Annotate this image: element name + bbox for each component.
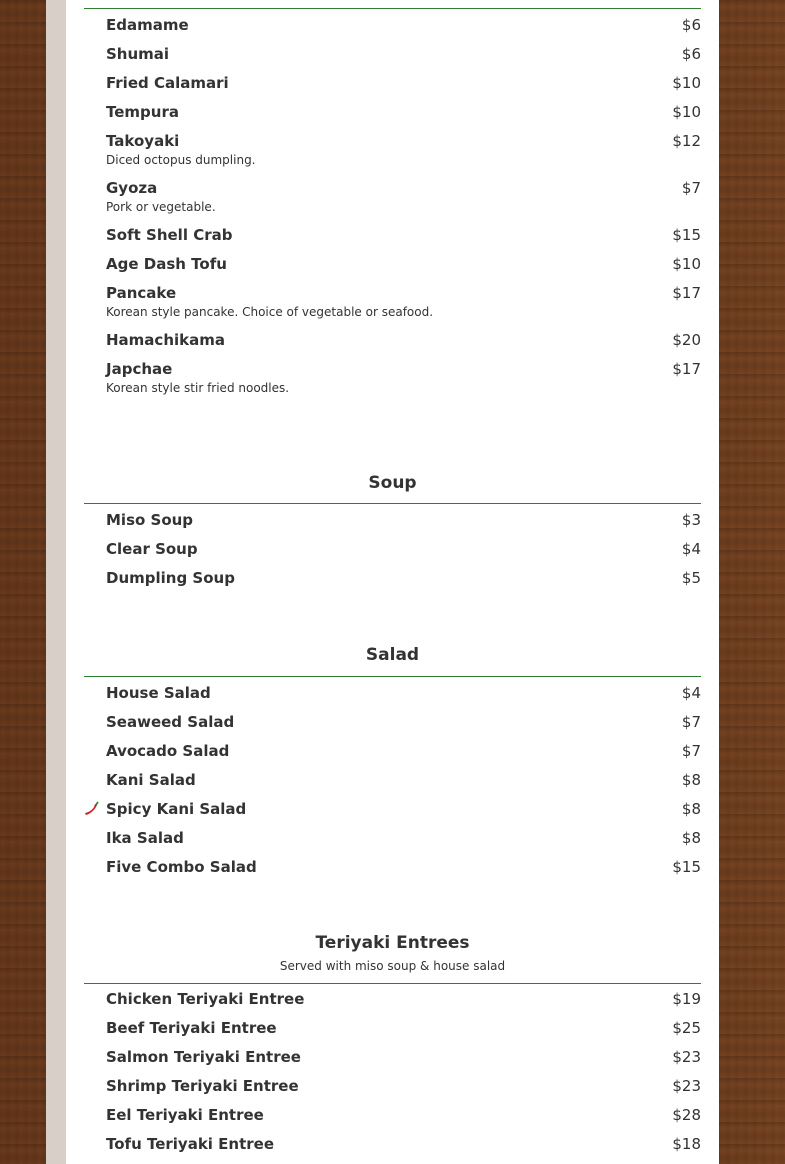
- menu-item-description: Korean style stir fried noodles.: [106, 381, 290, 395]
- menu-item: [84, 250, 701, 279]
- menu-item-row: [106, 564, 701, 593]
- menu-item-price: $15: [672, 858, 701, 876]
- menu-item: [84, 737, 701, 766]
- menu-item-price: $5: [681, 569, 701, 587]
- menu-item-price: $10: [672, 255, 701, 273]
- menu-item-row: [106, 326, 701, 355]
- menu-item-price: $18: [672, 1135, 701, 1153]
- menu-item-price: $4: [681, 540, 701, 558]
- menu-item-row: [106, 766, 701, 795]
- wood-background-left: [0, 0, 46, 1164]
- menu-item-price: $4: [681, 684, 701, 702]
- menu-item-row: [106, 1130, 701, 1159]
- menu-item: [84, 127, 701, 168]
- chili-pepper-icon: [84, 801, 100, 817]
- menu-item: [84, 355, 701, 396]
- menu-item-name: Shrimp Teriyaki Entree: [106, 1077, 299, 1095]
- menu-item-row: [106, 679, 701, 708]
- menu-item-price: $7: [681, 179, 701, 197]
- menu-item-name: Japchae: [106, 360, 173, 378]
- section-title: Soup: [368, 473, 417, 493]
- menu-item-name: Tempura: [106, 103, 179, 121]
- menu-item: [84, 1101, 701, 1130]
- menu-item-row: [106, 708, 701, 737]
- menu-item-name: Edamame: [106, 16, 189, 34]
- menu-item: [84, 1072, 701, 1101]
- menu-item-price: $25: [672, 1019, 701, 1037]
- menu-item-row: [106, 535, 701, 564]
- item-list: [84, 677, 701, 882]
- item-list: [84, 9, 701, 396]
- menu-item: [84, 985, 701, 1014]
- menu-item-price: $20: [672, 331, 701, 349]
- menu-item-description: Diced octopus dumpling.: [106, 153, 256, 167]
- menu-item-name: Kani Salad: [106, 771, 196, 789]
- section-teriyaki-entrees: [84, 930, 701, 1159]
- menu-item: [84, 564, 701, 593]
- section-appetizers: [84, 8, 701, 402]
- menu-item-name: Eel Teriyaki Entree: [106, 1106, 264, 1124]
- section-soup: [84, 470, 701, 593]
- menu-item: [84, 98, 701, 127]
- menu-item-price: $3: [681, 511, 701, 529]
- menu-item: [84, 506, 701, 535]
- menu-item-price: $15: [672, 226, 701, 244]
- menu-item-name: Dumpling Soup: [106, 569, 235, 587]
- menu-item-price: $23: [672, 1048, 701, 1066]
- menu-item-row: [106, 506, 701, 535]
- menu-item-price: $8: [681, 800, 701, 818]
- menu-item-name: Shumai: [106, 45, 170, 63]
- menu-item-row: [106, 40, 701, 69]
- menu-item-price: $8: [681, 829, 701, 847]
- menu-item-name: Ika Salad: [106, 829, 184, 847]
- section-title: Teriyaki Entrees: [315, 933, 470, 953]
- section-salad: [84, 642, 701, 882]
- menu-item-row: [106, 1101, 701, 1130]
- menu-item: [84, 766, 701, 795]
- menu-item: [84, 40, 701, 69]
- menu-item-price: $6: [681, 45, 701, 63]
- menu-item-price: $12: [672, 132, 701, 150]
- menu-item-price: $8: [681, 771, 701, 789]
- menu-item: [84, 535, 701, 564]
- menu-item: [84, 708, 701, 737]
- menu-item-name: Avocado Salad: [106, 742, 230, 760]
- menu-item: [84, 1043, 701, 1072]
- menu-item-price: $17: [672, 284, 701, 302]
- menu-item: [84, 279, 701, 320]
- menu-item-price: $28: [672, 1106, 701, 1124]
- section-title: Salad: [365, 645, 420, 665]
- menu-item-row: [106, 985, 701, 1014]
- menu-item-row: [106, 1072, 701, 1101]
- menu-item-name: Fried Calamari: [106, 74, 229, 92]
- menu-item-name: Spicy Kani Salad: [106, 800, 247, 818]
- menu-item: [84, 824, 701, 853]
- menu-item-name: Beef Teriyaki Entree: [106, 1019, 277, 1037]
- wood-background-right: [739, 0, 785, 1164]
- item-list: [84, 984, 701, 1159]
- menu-item-name: Five Combo Salad: [106, 858, 257, 876]
- menu-item-price: $23: [672, 1077, 701, 1095]
- menu-item-row: [106, 1014, 701, 1043]
- menu-item-name: Salmon Teriyaki Entree: [106, 1048, 301, 1066]
- menu-item-row: [106, 737, 701, 766]
- menu-item-row: [106, 795, 701, 824]
- menu-item-price: $19: [672, 990, 701, 1008]
- menu-item-name: Gyoza: [106, 179, 158, 197]
- menu-item-name: Miso Soup: [106, 511, 194, 529]
- menu-item-price: $7: [681, 742, 701, 760]
- menu-item-name: Pancake: [106, 284, 177, 302]
- menu-item-description: Korean style pancake. Choice of vegetable or seafood.: [106, 305, 434, 319]
- menu-item-price: $7: [681, 713, 701, 731]
- menu-item: [84, 221, 701, 250]
- menu-item-price: $6: [681, 16, 701, 34]
- menu-item-name: Takoyaki: [106, 132, 180, 150]
- menu-item-price: $17: [672, 360, 701, 378]
- menu-item-description: Pork or vegetable.: [106, 200, 216, 214]
- section-subtitle: Served with miso soup & house salad: [279, 959, 506, 973]
- menu-item: [84, 326, 701, 355]
- menu-item-name: Hamachikama: [106, 331, 225, 349]
- menu-item-name: Clear Soup: [106, 540, 198, 558]
- menu-item-name: Tofu Teriyaki Entree: [106, 1135, 275, 1153]
- menu-item: [84, 1130, 701, 1159]
- menu-item: [84, 853, 701, 882]
- menu-item-row: [106, 221, 701, 250]
- menu-item-name: Chicken Teriyaki Entree: [106, 990, 305, 1008]
- menu-item-row: [106, 98, 701, 127]
- item-list: [84, 504, 701, 593]
- menu-item-row: [106, 69, 701, 98]
- menu-item-row: [106, 11, 701, 40]
- menu-item-row: [106, 853, 701, 882]
- menu-item-row: [106, 250, 701, 279]
- menu-item-name: Age Dash Tofu: [106, 255, 227, 273]
- menu-item-price: $10: [672, 103, 701, 121]
- menu-item-row: [106, 824, 701, 853]
- menu-item: [84, 679, 701, 708]
- menu-item-name: Soft Shell Crab: [106, 226, 233, 244]
- menu-item: [84, 795, 701, 824]
- menu-item-price: $10: [672, 74, 701, 92]
- menu-item-row: [106, 1043, 701, 1072]
- menu-item: [84, 69, 701, 98]
- menu-item-name: Seaweed Salad: [106, 713, 235, 731]
- menu-item: [84, 174, 701, 215]
- menu-item: [84, 1014, 701, 1043]
- menu-item: [84, 11, 701, 40]
- menu-item-name: House Salad: [106, 684, 211, 702]
